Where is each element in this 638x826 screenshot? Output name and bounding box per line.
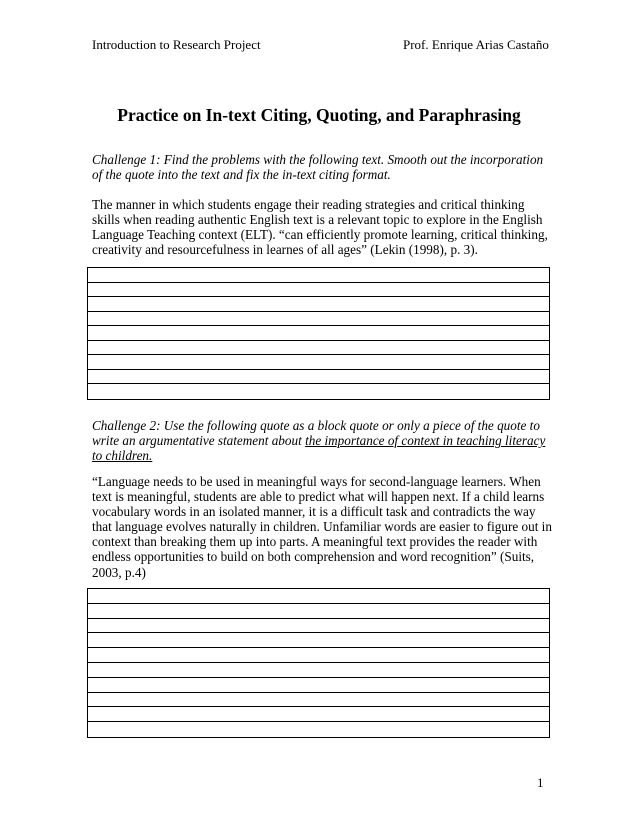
answer-line[interactable] [88, 312, 549, 327]
challenge-2-answer-box[interactable] [87, 588, 550, 738]
answer-line[interactable] [88, 341, 549, 356]
answer-line[interactable] [88, 604, 549, 619]
challenge-1-answer-box[interactable] [87, 267, 550, 400]
answer-line[interactable] [88, 693, 549, 708]
answer-line[interactable] [88, 633, 549, 648]
answer-line[interactable] [88, 648, 549, 663]
challenge-1-prompt: Challenge 1: Find the problems with the following text. Smooth out the incorporation of the quote into the text and fix the in-text citing format. [92, 152, 544, 183]
answer-line[interactable] [88, 589, 549, 604]
challenge-2-quote: “Language needs to be used in meaningful ways for second-language learners. When text is meaningful, students are able to predict what will happen next. If a child learns vocabulary words in an isolated manner, it is a difficult task and contradicts the way that language evolves naturally in children. Unfamiliar words are easier to figure out in context than breaking them up into parts. A meaningful text provides the reader with endless opportunities to build on both comprehension and word recognition” (Suits, 2003, p.4) [92, 474, 552, 580]
answer-line[interactable] [88, 619, 549, 634]
answer-line[interactable] [88, 722, 549, 737]
page-number: 1 [537, 775, 544, 790]
answer-line[interactable] [88, 370, 549, 385]
answer-line[interactable] [88, 268, 549, 283]
answer-line[interactable] [88, 663, 549, 678]
answer-line[interactable] [88, 355, 549, 370]
challenge-2-prompt [92, 418, 554, 463]
answer-line[interactable] [88, 326, 549, 341]
header-course-title: Introduction to Research Project [92, 37, 261, 52]
answer-line[interactable] [88, 283, 549, 298]
page-title: Practice on In-text Citing, Quoting, and Paraphrasing [117, 105, 521, 125]
challenge-2-prompt-start: Challenge 2: Use the following quote as a block quote or only a piece of the quote to write an argumentative statement about [92, 418, 540, 449]
challenge-1-text: The manner in which students engage their reading strategies and critical thinking skills when reading authentic English text is a relevant topic to explore in the English Language Teaching context (ELT). “can efficiently promote learning, critical thinking, creativity and resourcefulness in learnes of all ages” (Lekin (1998), p. 3). [92, 197, 548, 258]
answer-line[interactable] [88, 384, 549, 399]
answer-line[interactable] [88, 297, 549, 312]
header-professor-name: Prof. Enrique Arias Castaño [403, 37, 549, 52]
answer-line[interactable] [88, 707, 549, 722]
answer-line[interactable] [88, 678, 549, 693]
challenge-2-prompt-topic: the importance of context in teaching literacy to children. [92, 433, 546, 464]
